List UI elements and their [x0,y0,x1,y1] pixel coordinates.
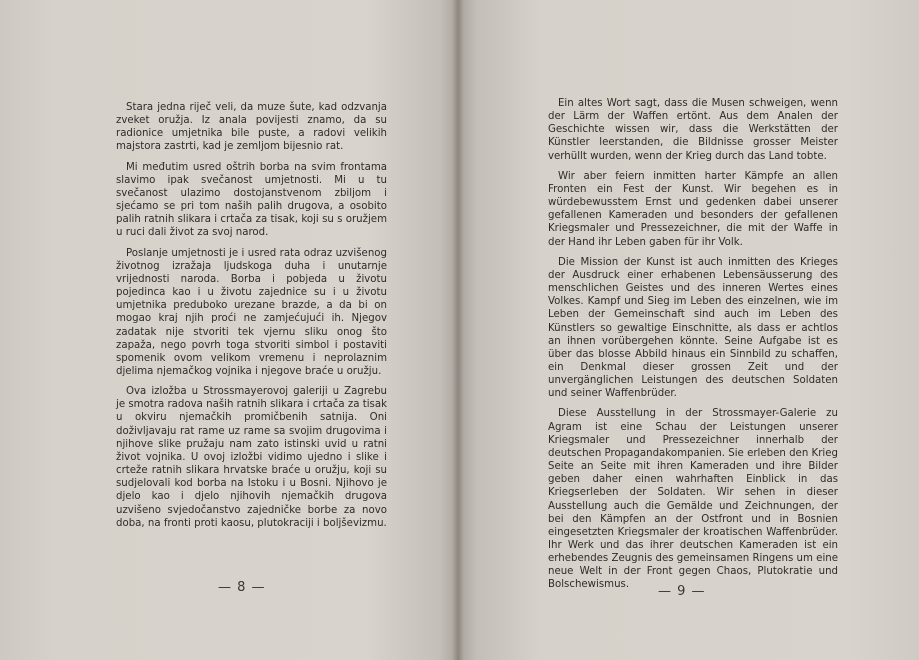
right-paragraph-4: Diese Ausstellung in der Strossmayer-Galerie zu Agram ist eine Schau der Leistungen unserer Kriegsmaler und Pressezeichner innerhalb der deutschen Propagandakompanien. Sie erleben den Krieg Seite an Seite mit ihren Kameraden und ihre Bilder geben daher einen wahrhaften Einblick in das Kriegserleben der Soldaten. Wir sehen in dieser Ausstellung auch die Gemälde und Zeichnungen, der bei den Kämpfen an der Ostfront und in Bosnien eingesetzten Kriegsmaler der kroatischen Waffenbrüder. Ihr Werk und das ihrer deutschen Kameraden ist ein erhebendes Zeugnis des gemeinsamen Ringens um eine neue Welt in der Front gegen Chaos, Plutokratie und Bolschewismus. [548,408,838,591]
left-paragraph-3: Poslanje umjetnosti je i usred rata odraz uzvišenog životnog izražaja ljudskoga duha i unutarnje vrijednosti naroda. Borba i pobjeda u životu pojedinca kao i u životu zajednice su i u životu umjetnika preduboko urezane brazde, a da bi on mogao kraj njih proći ne zamjećujući ih. Njegov zadatak nije stvoriti tek vjernu sliku onog što zapaža, nego povrh toga stvoriti simbol i postaviti spomenik ovom velikom vremenu i neprolaznim djelima njemačkog vojnika i njegove braće u oružju. [116,247,387,377]
left-page [0,0,458,660]
right-page-number: — 9 — [658,584,706,599]
right-paragraph-2: Wir aber feiern inmitten harter Kämpfe an allen Fronten ein Fest der Kunst. Wir begehen es in würdebewusstem Ernst und gedenken dabei unserer gefallenen Kameraden und besonders der gefallenen Kriegsmaler und Pressezeichner, die mit der Waffe in der Hand ihr Leben gaben für ihr Volk. [548,170,838,248]
right-page-text [548,97,838,599]
left-paragraph-1: Stara jedna riječ veli, da muze šute, kad odzvanja zveket oružja. Iz anala povijesti znamo, da su radionice umjetnika bile puste, a radovi velikih majstora zastrti, kad je zemljom bijesnio rat. [116,102,387,153]
left-page-text [116,101,387,537]
left-page-number: — 8 — [218,580,266,595]
left-paragraph-2: Mi međutim usred oštrih borba na svim frontama slavimo ipak svečanost umjetnosti. Mi u tu svečanost ulazimo dostojanstvenom zbiljom i sjećamo se pri tom naših palih drugova, a osobito palih ratnih slikara i crtača za tisak, koji su s oružjem u ruci dali život za svoj narod. [116,161,387,239]
left-paragraph-4: Ova izložba u Strossmayerovoj galeriji u Zagrebu je smotra radova naših ratnih slikara i crtača za tisak u okviru njemačkih promičbenih satnija. Oni doživljavaju rat rame uz rame sa svojim drugovima i njihove slike pružaju nam zato istinski uvid u ratni život vojnika. U ovoj izložbi vidimo ujedno i slike i crteže ratnih slikara hrvatske braće u oružju, koji su sudjelovali kod borba na Istoku i u Bosni. Njihovo je djelo kao i djelo njihovih njemačkih drugova uzvišeno svjedočanstvo zajedničke borbe za novo doba, na fronti proti kaosu, plutokraciji i boljševizmu. [116,386,387,529]
right-paragraph-1: Ein altes Wort sagt, dass die Musen schweigen, wenn der Lärm der Waffen ertönt. Aus dem Analen der Geschichte wissen wir, dass die Werkstätten der Künstler leerstanden, die Bildnisse grosser Meister verhüllt wurden, wenn der Krieg durch das Land tobte. [548,98,838,162]
book-gutter [452,0,464,660]
right-page [458,0,919,660]
right-paragraph-3: Die Mission der Kunst ist auch inmitten des Krieges der Ausdruck einer erhabenen Lebensäusserung des menschlichen Geistes und des inneren Wertes eines Volkes. Kampf und Sieg im Leben des einzelnen, wie im Leben der Gemeinschaft sind auch im Leben des Künstlers so gewaltige Einschnitte, als dass er achtlos an ihnen vorübergehen könnte. Seine Aufgabe ist es über das blosse Abbild hinaus ein Sinnbild zu schaffen, ein Denkmal dieser grossen Zeit und der unvergänglichen Leistungen des deutschen Soldaten und seiner Waffenbrüder. [548,256,838,400]
